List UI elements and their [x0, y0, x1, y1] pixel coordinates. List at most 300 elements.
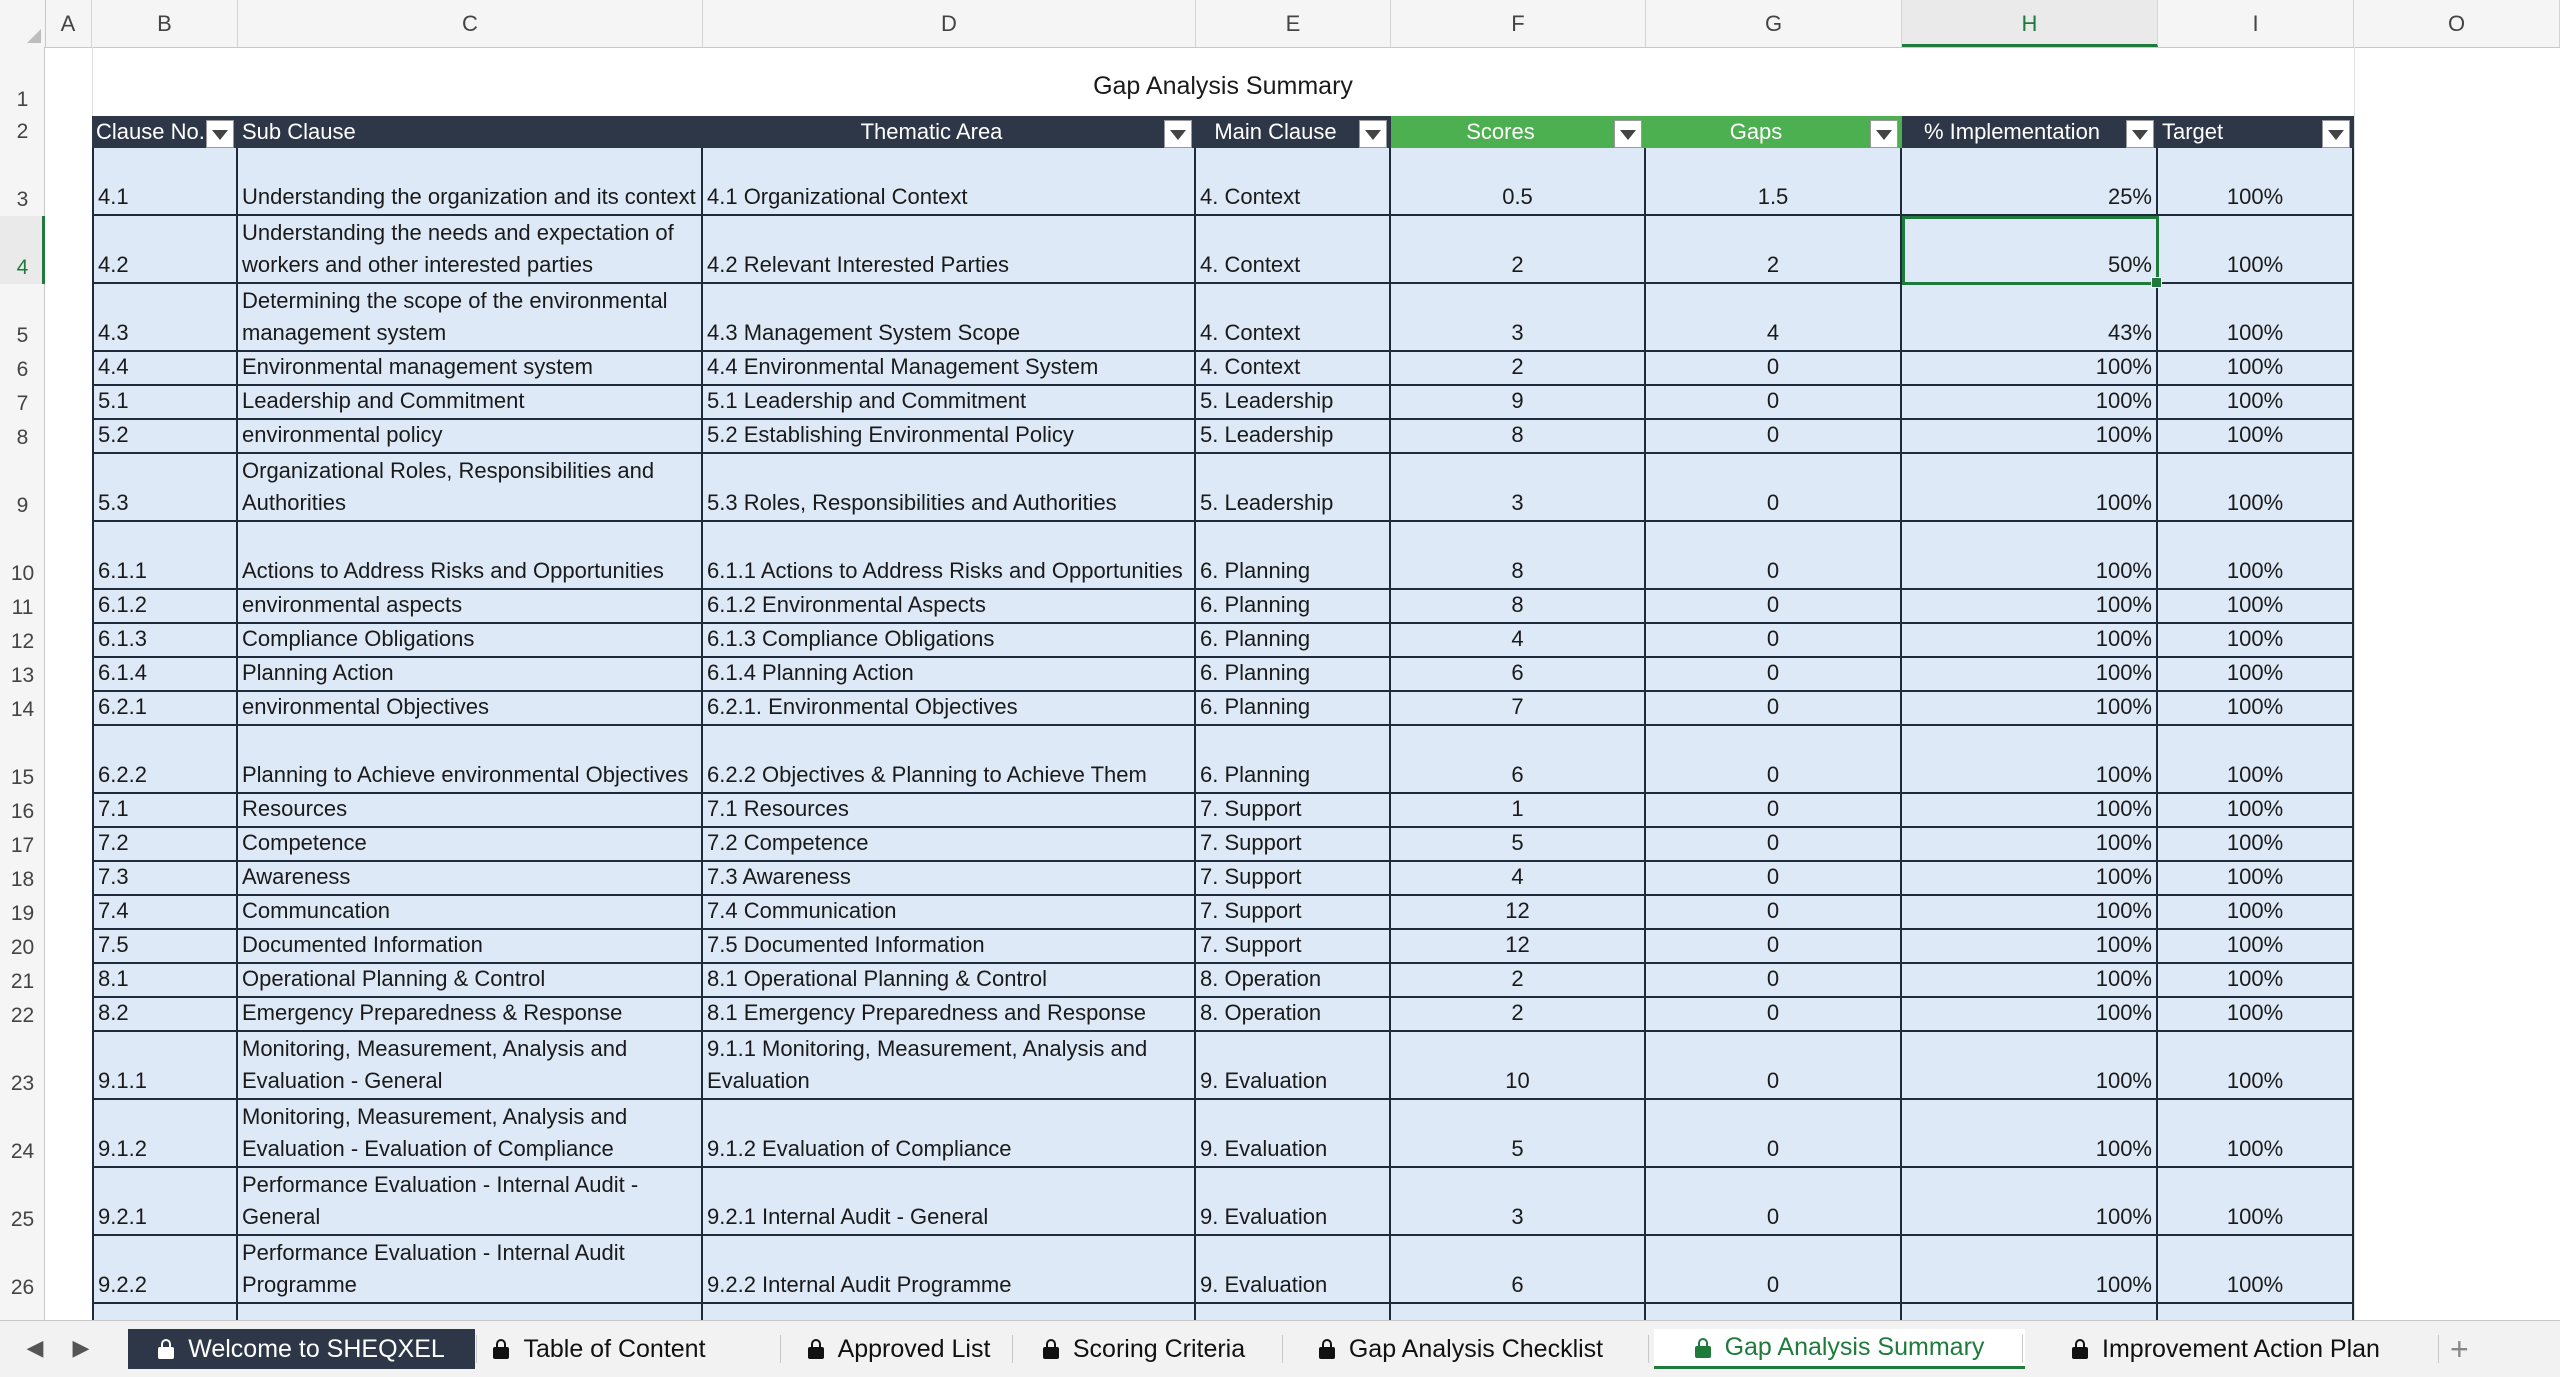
cell-sub-row-11[interactable] — [238, 590, 703, 624]
cell-sub-row-16[interactable] — [238, 794, 703, 828]
header-implementation[interactable] — [1902, 116, 2158, 148]
cell-theme-row-20[interactable] — [703, 930, 1196, 964]
cell-theme-row-6[interactable] — [703, 352, 1196, 386]
cell-score-row-15[interactable] — [1391, 726, 1646, 794]
cell-theme-row-22[interactable] — [703, 998, 1196, 1032]
cell-main-row-19[interactable] — [1196, 896, 1391, 930]
cell-sub-row-13[interactable] — [238, 658, 703, 692]
cell-gap-row-15[interactable] — [1646, 726, 1902, 794]
cell-sub-row-21[interactable] — [238, 964, 703, 998]
cell-target-row-25[interactable] — [2158, 1168, 2354, 1236]
column-header-c[interactable]: C — [238, 0, 703, 47]
cell-target-row-5[interactable] — [2158, 284, 2354, 352]
cell-sub-row-18[interactable] — [238, 862, 703, 896]
cell-text: 100% — [2095, 388, 2152, 413]
cell-gap-row-14[interactable] — [1646, 692, 1902, 726]
cell-clause-row-22[interactable] — [92, 998, 238, 1032]
cell-row-27[interactable] — [238, 1304, 703, 1320]
cell-main-row-15[interactable] — [1196, 726, 1391, 794]
add-sheet-button[interactable]: + — [2450, 1331, 2469, 1367]
cell-target-row-17[interactable] — [2158, 828, 2354, 862]
cell-clause-row-3[interactable] — [92, 148, 238, 216]
cell-clause-row-25[interactable] — [92, 1168, 238, 1236]
cell-theme-row-23[interactable] — [703, 1032, 1196, 1100]
cell-main-row-17[interactable] — [1196, 828, 1391, 862]
cell-main-row-21[interactable] — [1196, 964, 1391, 998]
cell-target-row-7[interactable] — [2158, 386, 2354, 420]
cell-target-row-9[interactable] — [2158, 454, 2354, 522]
header-sub-clause[interactable] — [238, 116, 703, 148]
cell-score-row-19[interactable] — [1391, 896, 1646, 930]
cell-gap-row-5[interactable] — [1646, 284, 1902, 352]
cell-score-row-20[interactable] — [1391, 930, 1646, 964]
next-sheet-button[interactable]: ▶ — [72, 1335, 90, 1360]
cell-gap-row-3[interactable] — [1646, 148, 1902, 216]
row-header-5[interactable] — [0, 284, 45, 352]
row-header-1[interactable] — [0, 47, 45, 116]
cell-score-row-6[interactable] — [1391, 352, 1646, 386]
cell-text: 6.1.3 — [98, 626, 147, 651]
cell-theme-row-15[interactable] — [703, 726, 1196, 794]
filter-dropdown-icon[interactable] — [1614, 120, 1642, 148]
row-header-18[interactable] — [0, 862, 45, 896]
cell-gap-row-10[interactable] — [1646, 522, 1902, 590]
cell-sub-row-19[interactable] — [238, 896, 703, 930]
cell-target-row-12[interactable] — [2158, 624, 2354, 658]
row-header-27[interactable] — [0, 1304, 45, 1320]
cell-main-row-16[interactable] — [1196, 794, 1391, 828]
column-header-o[interactable]: O — [2354, 0, 2560, 47]
cell-impl-row-16[interactable] — [1902, 794, 2158, 828]
cell-theme-row-14[interactable] — [703, 692, 1196, 726]
header-main-clause[interactable] — [1196, 116, 1391, 148]
cell-clause-row-4[interactable] — [92, 216, 238, 284]
filter-dropdown-icon[interactable] — [2126, 120, 2154, 148]
header-sub-clause-label: Sub Clause — [242, 119, 356, 144]
cell-main-row-23[interactable] — [1196, 1032, 1391, 1100]
row-header-8[interactable] — [0, 420, 45, 454]
row-header-15[interactable] — [0, 726, 45, 794]
cell-gap-row-17[interactable] — [1646, 828, 1902, 862]
column-header-a[interactable]: A — [45, 0, 92, 47]
cell-score-row-10[interactable] — [1391, 522, 1646, 590]
filter-dropdown-icon[interactable] — [1870, 120, 1898, 148]
cell-main-row-10[interactable] — [1196, 522, 1391, 590]
cell-impl-row-7[interactable] — [1902, 386, 2158, 420]
cell-text: 8. Operation — [1200, 1000, 1322, 1025]
cell-impl-row-15[interactable] — [1902, 726, 2158, 794]
row-number-13: 13 — [10, 664, 35, 687]
cell-impl-row-10[interactable] — [1902, 522, 2158, 590]
cell-score-row-26[interactable] — [1391, 1236, 1646, 1304]
cell-sub-row-15[interactable] — [238, 726, 703, 794]
sheet-tab-gap-analysis-summary[interactable] — [1654, 1329, 2025, 1369]
cell-sub-row-17[interactable] — [238, 828, 703, 862]
cell-text: 6 — [1511, 1272, 1524, 1297]
cell-impl-row-9[interactable] — [1902, 454, 2158, 522]
row-header-10[interactable] — [0, 522, 45, 590]
cell-score-row-4[interactable] — [1391, 216, 1646, 284]
cell-impl-row-4[interactable] — [1902, 216, 2158, 284]
cell-target-row-6[interactable] — [2158, 352, 2354, 386]
cell-sub-row-22[interactable] — [238, 998, 703, 1032]
cell-target-row-13[interactable] — [2158, 658, 2354, 692]
cell-clause-row-20[interactable] — [92, 930, 238, 964]
cell-impl-row-24[interactable] — [1902, 1100, 2158, 1168]
cell-score-row-22[interactable] — [1391, 998, 1646, 1032]
cell-clause-row-5[interactable] — [92, 284, 238, 352]
cell-main-row-26[interactable] — [1196, 1236, 1391, 1304]
row-number-22: 22 — [10, 1004, 35, 1027]
cell-main-row-9[interactable] — [1196, 454, 1391, 522]
cell-sub-row-6[interactable] — [238, 352, 703, 386]
cell-main-row-22[interactable] — [1196, 998, 1391, 1032]
cell-score-row-17[interactable] — [1391, 828, 1646, 862]
cell-gap-row-24[interactable] — [1646, 1100, 1902, 1168]
cell-theme-row-25[interactable] — [703, 1168, 1196, 1236]
cell-sub-row-23[interactable] — [238, 1032, 703, 1100]
row-header-17[interactable] — [0, 828, 45, 862]
cell-sub-row-8[interactable] — [238, 420, 703, 454]
cell-impl-row-17[interactable] — [1902, 828, 2158, 862]
cell-clause-row-12[interactable] — [92, 624, 238, 658]
row-header-25[interactable] — [0, 1168, 45, 1236]
cell-target-row-18[interactable] — [2158, 862, 2354, 896]
cell-text: 0 — [1766, 660, 1780, 685]
page-title — [92, 47, 2354, 116]
lock-icon — [2072, 1339, 2088, 1359]
row-header-6[interactable] — [0, 352, 45, 386]
cell-main-row-20[interactable] — [1196, 930, 1391, 964]
cell-theme-row-5[interactable] — [703, 284, 1196, 352]
cell-sub-row-4[interactable] — [238, 216, 703, 284]
cell-theme-row-18[interactable] — [703, 862, 1196, 896]
column-header-d[interactable]: D — [703, 0, 1196, 47]
cell-main-row-18[interactable] — [1196, 862, 1391, 896]
cell-gap-row-16[interactable] — [1646, 794, 1902, 828]
cell-score-row-3[interactable] — [1391, 148, 1646, 216]
cell-text: 4.3 Management System Scope — [707, 320, 1021, 345]
cell-clause-row-18[interactable] — [92, 862, 238, 896]
cell-text: 100% — [2095, 660, 2152, 685]
row-header-14[interactable] — [0, 692, 45, 726]
cell-row-27[interactable] — [1196, 1304, 1391, 1320]
cell-text: Performance Evaluation - Internal Audit - General — [242, 1172, 639, 1229]
cell-sub-row-5[interactable] — [238, 284, 703, 352]
cell-text: Monitoring, Measurement, Analysis and Evaluation - General — [242, 1036, 628, 1093]
header-clause-no[interactable] — [92, 116, 238, 148]
cell-main-row-14[interactable] — [1196, 692, 1391, 726]
row-number-26: 26 — [10, 1276, 35, 1299]
header-scores[interactable] — [1391, 116, 1646, 148]
cell-target-row-21[interactable] — [2158, 964, 2354, 998]
sheet-tab-gap-analysis-checklist[interactable] — [1288, 1329, 1634, 1369]
row-header-24[interactable] — [0, 1100, 45, 1168]
cell-gap-row-21[interactable] — [1646, 964, 1902, 998]
cell-main-row-3[interactable] — [1196, 148, 1391, 216]
cell-sub-row-12[interactable] — [238, 624, 703, 658]
cell-gap-row-4[interactable] — [1646, 216, 1902, 284]
header-target[interactable] — [2158, 116, 2354, 148]
cell-row-27[interactable] — [1646, 1304, 1902, 1320]
tab-separator — [1648, 1335, 1649, 1363]
cell-score-row-25[interactable] — [1391, 1168, 1646, 1236]
row-header-9[interactable] — [0, 454, 45, 522]
cell-main-row-6[interactable] — [1196, 352, 1391, 386]
cell-text: 100% — [2095, 932, 2152, 957]
cell-text: 5. Leadership — [1200, 388, 1334, 413]
cell-gap-row-12[interactable] — [1646, 624, 1902, 658]
cell-target-row-26[interactable] — [2158, 1236, 2354, 1304]
cell-theme-row-26[interactable] — [703, 1236, 1196, 1304]
cell-impl-row-14[interactable] — [1902, 692, 2158, 726]
row-header-13[interactable] — [0, 658, 45, 692]
row-number-21: 21 — [10, 970, 35, 993]
cell-impl-row-23[interactable] — [1902, 1032, 2158, 1100]
cell-theme-row-11[interactable] — [703, 590, 1196, 624]
cell-score-row-8[interactable] — [1391, 420, 1646, 454]
cell-gap-row-18[interactable] — [1646, 862, 1902, 896]
cell-sub-row-25[interactable] — [238, 1168, 703, 1236]
cell-gap-row-6[interactable] — [1646, 352, 1902, 386]
cell-impl-row-6[interactable] — [1902, 352, 2158, 386]
cell-gap-row-9[interactable] — [1646, 454, 1902, 522]
cell-impl-row-13[interactable] — [1902, 658, 2158, 692]
cell-score-row-11[interactable] — [1391, 590, 1646, 624]
cell-text: 5. Leadership — [1200, 490, 1334, 515]
cell-impl-row-12[interactable] — [1902, 624, 2158, 658]
row-header-20[interactable] — [0, 930, 45, 964]
cell-theme-row-13[interactable] — [703, 658, 1196, 692]
cell-target-row-19[interactable] — [2158, 896, 2354, 930]
cell-sub-row-10[interactable] — [238, 522, 703, 590]
cell-impl-row-5[interactable] — [1902, 284, 2158, 352]
header-thematic-area[interactable] — [703, 116, 1196, 148]
sheet-tab-label: Table of Content — [523, 1334, 706, 1363]
cell-score-row-16[interactable] — [1391, 794, 1646, 828]
cell-clause-row-24[interactable] — [92, 1100, 238, 1168]
cell-target-row-22[interactable] — [2158, 998, 2354, 1032]
sheet-tab-approved-list[interactable] — [786, 1329, 1012, 1369]
column-header-g[interactable]: G — [1646, 0, 1902, 47]
cell-score-row-7[interactable] — [1391, 386, 1646, 420]
cell-text: Understanding the needs and expectation of workers and other interested parties — [242, 220, 674, 277]
cell-sub-row-7[interactable] — [238, 386, 703, 420]
cell-score-row-13[interactable] — [1391, 658, 1646, 692]
cell-text: 100% — [2226, 966, 2284, 991]
cell-theme-row-3[interactable] — [703, 148, 1196, 216]
cell-score-row-9[interactable] — [1391, 454, 1646, 522]
cell-sub-row-24[interactable] — [238, 1100, 703, 1168]
cell-text: 5. Leadership — [1200, 422, 1334, 447]
cell-main-row-5[interactable] — [1196, 284, 1391, 352]
row-header-11[interactable] — [0, 590, 45, 624]
cell-main-row-8[interactable] — [1196, 420, 1391, 454]
cell-impl-row-8[interactable] — [1902, 420, 2158, 454]
cell-row-27[interactable] — [1902, 1304, 2158, 1320]
cell-impl-row-26[interactable] — [1902, 1236, 2158, 1304]
cell-text: 100% — [2226, 354, 2284, 379]
cell-impl-row-11[interactable] — [1902, 590, 2158, 624]
cell-theme-row-19[interactable] — [703, 896, 1196, 930]
cell-target-row-10[interactable] — [2158, 522, 2354, 590]
filter-dropdown-icon[interactable] — [2322, 120, 2350, 148]
cell-impl-row-20[interactable] — [1902, 930, 2158, 964]
cell-main-row-4[interactable] — [1196, 216, 1391, 284]
cell-main-row-13[interactable] — [1196, 658, 1391, 692]
cell-sub-row-3[interactable] — [238, 148, 703, 216]
cell-score-row-24[interactable] — [1391, 1100, 1646, 1168]
cell-sub-row-20[interactable] — [238, 930, 703, 964]
cell-row-27[interactable] — [92, 1304, 238, 1320]
select-all-corner[interactable] — [0, 0, 46, 47]
row-header-3[interactable] — [0, 148, 45, 216]
row-header-7[interactable] — [0, 386, 45, 420]
cell-sub-row-26[interactable] — [238, 1236, 703, 1304]
cell-score-row-14[interactable] — [1391, 692, 1646, 726]
cell-row-27[interactable] — [2158, 1304, 2354, 1320]
cell-theme-row-7[interactable] — [703, 386, 1196, 420]
row-header-19[interactable] — [0, 896, 45, 930]
cell-clause-row-21[interactable] — [92, 964, 238, 998]
cell-sub-row-9[interactable] — [238, 454, 703, 522]
cell-gap-row-11[interactable] — [1646, 590, 1902, 624]
row-header-22[interactable] — [0, 998, 45, 1032]
row-header-2[interactable] — [0, 116, 45, 148]
cell-theme-row-17[interactable] — [703, 828, 1196, 862]
cell-target-row-15[interactable] — [2158, 726, 2354, 794]
row-header-23[interactable] — [0, 1032, 45, 1100]
cell-target-row-24[interactable] — [2158, 1100, 2354, 1168]
cell-theme-row-12[interactable] — [703, 624, 1196, 658]
cell-impl-row-25[interactable] — [1902, 1168, 2158, 1236]
cell-target-row-20[interactable] — [2158, 930, 2354, 964]
cell-text: 4.4 Environmental Management System — [707, 354, 1099, 379]
cell-main-row-25[interactable] — [1196, 1168, 1391, 1236]
cell-main-row-7[interactable] — [1196, 386, 1391, 420]
cell-gap-row-26[interactable] — [1646, 1236, 1902, 1304]
cell-clause-row-6[interactable] — [92, 352, 238, 386]
row-header-4[interactable] — [0, 216, 45, 284]
cell-score-row-23[interactable] — [1391, 1032, 1646, 1100]
sheet-tab-table-of-content[interactable] — [482, 1329, 717, 1369]
cell-theme-row-24[interactable] — [703, 1100, 1196, 1168]
cell-clause-row-17[interactable] — [92, 828, 238, 862]
cell-score-row-5[interactable] — [1391, 284, 1646, 352]
cell-gap-row-19[interactable] — [1646, 896, 1902, 930]
cell-theme-row-9[interactable] — [703, 454, 1196, 522]
cell-theme-row-8[interactable] — [703, 420, 1196, 454]
cell-theme-row-10[interactable] — [703, 522, 1196, 590]
cell-gap-row-8[interactable] — [1646, 420, 1902, 454]
cell-target-row-4[interactable] — [2158, 216, 2354, 284]
row-header-12[interactable] — [0, 624, 45, 658]
cell-text: 6.1.1 — [98, 558, 147, 583]
cell-clause-row-8[interactable] — [92, 420, 238, 454]
row-number-12: 12 — [10, 630, 35, 653]
cell-clause-row-19[interactable] — [92, 896, 238, 930]
cell-sub-row-14[interactable] — [238, 692, 703, 726]
cell-score-row-18[interactable] — [1391, 862, 1646, 896]
cell-gap-row-20[interactable] — [1646, 930, 1902, 964]
cell-clause-row-7[interactable] — [92, 386, 238, 420]
cell-impl-row-19[interactable] — [1902, 896, 2158, 930]
cell-row-27[interactable] — [703, 1304, 1196, 1320]
cell-text: 6.2.1. Environmental Objectives — [707, 694, 1018, 719]
row-header-16[interactable] — [0, 794, 45, 828]
row-number-10: 10 — [10, 562, 35, 585]
cell-text: 43% — [2107, 320, 2152, 345]
cell-main-row-12[interactable] — [1196, 624, 1391, 658]
row-header-26[interactable] — [0, 1236, 45, 1304]
column-header-e[interactable]: E — [1196, 0, 1391, 47]
header-gaps[interactable] — [1646, 116, 1902, 148]
cell-clause-row-11[interactable] — [92, 590, 238, 624]
cell-main-row-24[interactable] — [1196, 1100, 1391, 1168]
cell-text: 100% — [2226, 1272, 2284, 1297]
cell-target-row-8[interactable] — [2158, 420, 2354, 454]
cell-row-27[interactable] — [1391, 1304, 1646, 1320]
sheet-tab-welcome-to-sheqxel[interactable] — [128, 1329, 475, 1369]
cell-text: 5.1 — [98, 388, 129, 413]
cell-impl-row-3[interactable] — [1902, 148, 2158, 216]
cell-target-row-14[interactable] — [2158, 692, 2354, 726]
cell-gap-row-13[interactable] — [1646, 658, 1902, 692]
row-header-21[interactable] — [0, 964, 45, 998]
cell-gap-row-7[interactable] — [1646, 386, 1902, 420]
cell-clause-row-23[interactable] — [92, 1032, 238, 1100]
cell-gap-row-22[interactable] — [1646, 998, 1902, 1032]
cell-clause-row-26[interactable] — [92, 1236, 238, 1304]
cell-clause-row-16[interactable] — [92, 794, 238, 828]
sheet-tab-scoring-criteria[interactable] — [1018, 1329, 1270, 1369]
cell-text: 100% — [2095, 966, 2152, 991]
sheet-tab-improvement-action-plan[interactable] — [2028, 1329, 2424, 1369]
filter-dropdown-icon[interactable] — [1359, 120, 1387, 148]
column-header-b[interactable]: B — [92, 0, 238, 47]
cell-score-row-12[interactable] — [1391, 624, 1646, 658]
cell-target-row-23[interactable] — [2158, 1032, 2354, 1100]
filter-dropdown-icon[interactable] — [206, 120, 234, 148]
cell-theme-row-4[interactable] — [703, 216, 1196, 284]
cell-impl-row-21[interactable] — [1902, 964, 2158, 998]
cell-gap-row-23[interactable] — [1646, 1032, 1902, 1100]
cell-theme-row-21[interactable] — [703, 964, 1196, 998]
cell-clause-row-14[interactable] — [92, 692, 238, 726]
column-header-h[interactable]: H — [1902, 0, 2158, 47]
filter-dropdown-icon[interactable] — [1164, 120, 1192, 148]
cell-text: 0 — [1766, 1136, 1780, 1161]
cell-text: 7.2 — [98, 830, 129, 855]
cell-clause-row-9[interactable] — [92, 454, 238, 522]
cell-target-row-3[interactable] — [2158, 148, 2354, 216]
cell-main-row-11[interactable] — [1196, 590, 1391, 624]
cell-text: 7.4 — [98, 898, 129, 923]
cell-theme-row-16[interactable] — [703, 794, 1196, 828]
cell-score-row-21[interactable] — [1391, 964, 1646, 998]
cell-impl-row-18[interactable] — [1902, 862, 2158, 896]
cell-clause-row-10[interactable] — [92, 522, 238, 590]
cell-target-row-11[interactable] — [2158, 590, 2354, 624]
column-header-f[interactable]: F — [1391, 0, 1646, 47]
cell-gap-row-25[interactable] — [1646, 1168, 1902, 1236]
cell-impl-row-22[interactable] — [1902, 998, 2158, 1032]
cell-clause-row-13[interactable] — [92, 658, 238, 692]
cell-target-row-16[interactable] — [2158, 794, 2354, 828]
prev-sheet-button[interactable]: ◀ — [26, 1335, 44, 1360]
column-header-i[interactable]: I — [2158, 0, 2354, 47]
cell-clause-row-15[interactable] — [92, 726, 238, 794]
